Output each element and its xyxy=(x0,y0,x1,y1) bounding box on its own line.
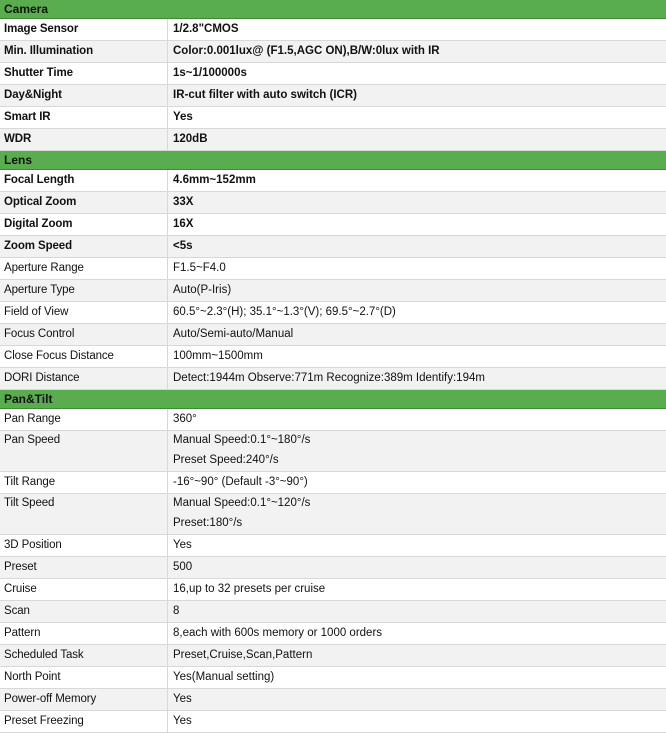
spec-row xyxy=(0,579,666,601)
spec-value-line: Yes xyxy=(173,715,192,727)
spec-value xyxy=(168,19,666,40)
spec-label: Tilt Speed xyxy=(0,494,168,534)
spec-label: DORI Distance xyxy=(0,368,168,389)
spec-label: Pattern xyxy=(0,623,168,644)
spec-value xyxy=(168,302,666,323)
spec-value-line: 360° xyxy=(173,413,197,425)
spec-value-line: -16°~90° (Default -3°~90°) xyxy=(173,476,308,488)
spec-value xyxy=(168,85,666,106)
spec-value-line: Preset:180°/s xyxy=(173,516,243,529)
spec-label: North Point xyxy=(0,667,168,688)
spec-value-line: Color:0.001lux@ (F1.5,AGC ON),B/W:0lux with IR xyxy=(173,45,440,57)
spec-value-line: Preset,Cruise,Scan,Pattern xyxy=(173,649,313,661)
spec-row xyxy=(0,107,666,129)
spec-label: Optical Zoom xyxy=(0,192,168,213)
spec-label: Image Sensor xyxy=(0,19,168,40)
spec-row xyxy=(0,170,666,192)
spec-value xyxy=(168,129,666,150)
spec-value xyxy=(168,280,666,301)
spec-label: Power-off Memory xyxy=(0,689,168,710)
spec-label: Field of View xyxy=(0,302,168,323)
spec-value-line: 1s~1/100000s xyxy=(173,67,247,79)
spec-value-line: 100mm~1500mm xyxy=(173,350,263,362)
spec-value-line: 1/2.8"CMOS xyxy=(173,23,239,35)
spec-label: Focus Control xyxy=(0,324,168,345)
spec-label: Pan Range xyxy=(0,409,168,430)
section-header-camera: Camera xyxy=(0,0,666,19)
spec-value-line: 120dB xyxy=(173,133,208,145)
spec-value xyxy=(168,667,666,688)
spec-row xyxy=(0,557,666,579)
spec-row xyxy=(0,280,666,302)
spec-value xyxy=(168,258,666,279)
section-header-lens: Lens xyxy=(0,151,666,170)
spec-label: Digital Zoom xyxy=(0,214,168,235)
spec-row xyxy=(0,19,666,41)
spec-row xyxy=(0,236,666,258)
spec-row xyxy=(0,535,666,557)
spec-value xyxy=(168,431,666,471)
spec-value-line: Detect:1944m Observe:771m Recognize:389m Identify:194m xyxy=(173,372,485,384)
spec-value-line: F1.5~F4.0 xyxy=(173,262,226,274)
spec-value-line: <5s xyxy=(173,240,193,252)
spec-row xyxy=(0,368,666,390)
spec-label: Tilt Range xyxy=(0,472,168,493)
spec-value-line: 16X xyxy=(173,218,194,230)
spec-value xyxy=(168,689,666,710)
spec-row xyxy=(0,645,666,667)
spec-value-line: 8 xyxy=(173,605,180,617)
spec-row xyxy=(0,324,666,346)
spec-value-line: Yes xyxy=(173,539,192,551)
spec-label: Preset Freezing xyxy=(0,711,168,732)
spec-label: Cruise xyxy=(0,579,168,600)
spec-label: Scan xyxy=(0,601,168,622)
spec-value xyxy=(168,214,666,235)
spec-row xyxy=(0,667,666,689)
spec-value-line: Preset Speed:240°/s xyxy=(173,453,279,466)
spec-value xyxy=(168,711,666,732)
spec-value-line: Manual Speed:0.1°~180°/s xyxy=(173,434,311,446)
spec-value xyxy=(168,472,666,493)
spec-value-line: 4.6mm~152mm xyxy=(173,174,256,186)
spec-value xyxy=(168,107,666,128)
spec-value xyxy=(168,623,666,644)
spec-value xyxy=(168,645,666,666)
spec-row xyxy=(0,85,666,107)
section-header-pan-tilt: Pan&Tilt xyxy=(0,390,666,409)
spec-label: Shutter Time xyxy=(0,63,168,84)
spec-label: Preset xyxy=(0,557,168,578)
spec-value-line: Auto(P-Iris) xyxy=(173,284,232,296)
spec-label: Scheduled Task xyxy=(0,645,168,666)
spec-label: 3D Position xyxy=(0,535,168,556)
spec-value xyxy=(168,63,666,84)
spec-value xyxy=(168,192,666,213)
spec-value-line: Yes xyxy=(173,111,193,123)
spec-value xyxy=(168,579,666,600)
spec-value xyxy=(168,494,666,534)
spec-label: Focal Length xyxy=(0,170,168,191)
spec-row xyxy=(0,41,666,63)
spec-value-line: IR-cut filter with auto switch (ICR) xyxy=(173,89,357,101)
spec-row xyxy=(0,689,666,711)
spec-row xyxy=(0,63,666,85)
spec-label: Min. Illumination xyxy=(0,41,168,62)
spec-value xyxy=(168,368,666,389)
spec-label: Close Focus Distance xyxy=(0,346,168,367)
spec-row xyxy=(0,346,666,368)
spec-row xyxy=(0,302,666,324)
spec-label: Day&Night xyxy=(0,85,168,106)
spec-value xyxy=(168,409,666,430)
spec-row xyxy=(0,472,666,494)
spec-value-line: 8,each with 600s memory or 1000 orders xyxy=(173,627,383,639)
spec-value-line: 60.5°~2.3°(H); 35.1°~1.3°(V); 69.5°~2.7°(D) xyxy=(173,306,396,318)
spec-value xyxy=(168,170,666,191)
spec-value-line: 16,up to 32 presets per cruise xyxy=(173,583,326,595)
spec-row xyxy=(0,192,666,214)
spec-value-line: Yes(Manual setting) xyxy=(173,671,275,683)
spec-value xyxy=(168,557,666,578)
spec-label: Aperture Type xyxy=(0,280,168,301)
spec-value-line: Manual Speed:0.1°~120°/s xyxy=(173,497,311,509)
spec-label: Zoom Speed xyxy=(0,236,168,257)
spec-label: Smart IR xyxy=(0,107,168,128)
spec-label: Pan Speed xyxy=(0,431,168,471)
spec-row xyxy=(0,409,666,431)
spec-row xyxy=(0,129,666,151)
spec-row xyxy=(0,431,666,472)
spec-label: Aperture Range xyxy=(0,258,168,279)
spec-value xyxy=(168,346,666,367)
spec-value-line: Auto/Semi-auto/Manual xyxy=(173,328,294,340)
spec-value xyxy=(168,324,666,345)
spec-label: WDR xyxy=(0,129,168,150)
spec-value xyxy=(168,236,666,257)
spec-row xyxy=(0,258,666,280)
spec-row xyxy=(0,623,666,645)
spec-row xyxy=(0,494,666,535)
spec-value xyxy=(168,535,666,556)
spec-value xyxy=(168,41,666,62)
spec-row xyxy=(0,711,666,733)
spec-value-line: Yes xyxy=(173,693,192,705)
spec-value-line: 500 xyxy=(173,561,193,573)
spec-row xyxy=(0,601,666,623)
spec-row xyxy=(0,214,666,236)
spec-value xyxy=(168,601,666,622)
spec-value-line: 33X xyxy=(173,196,194,208)
